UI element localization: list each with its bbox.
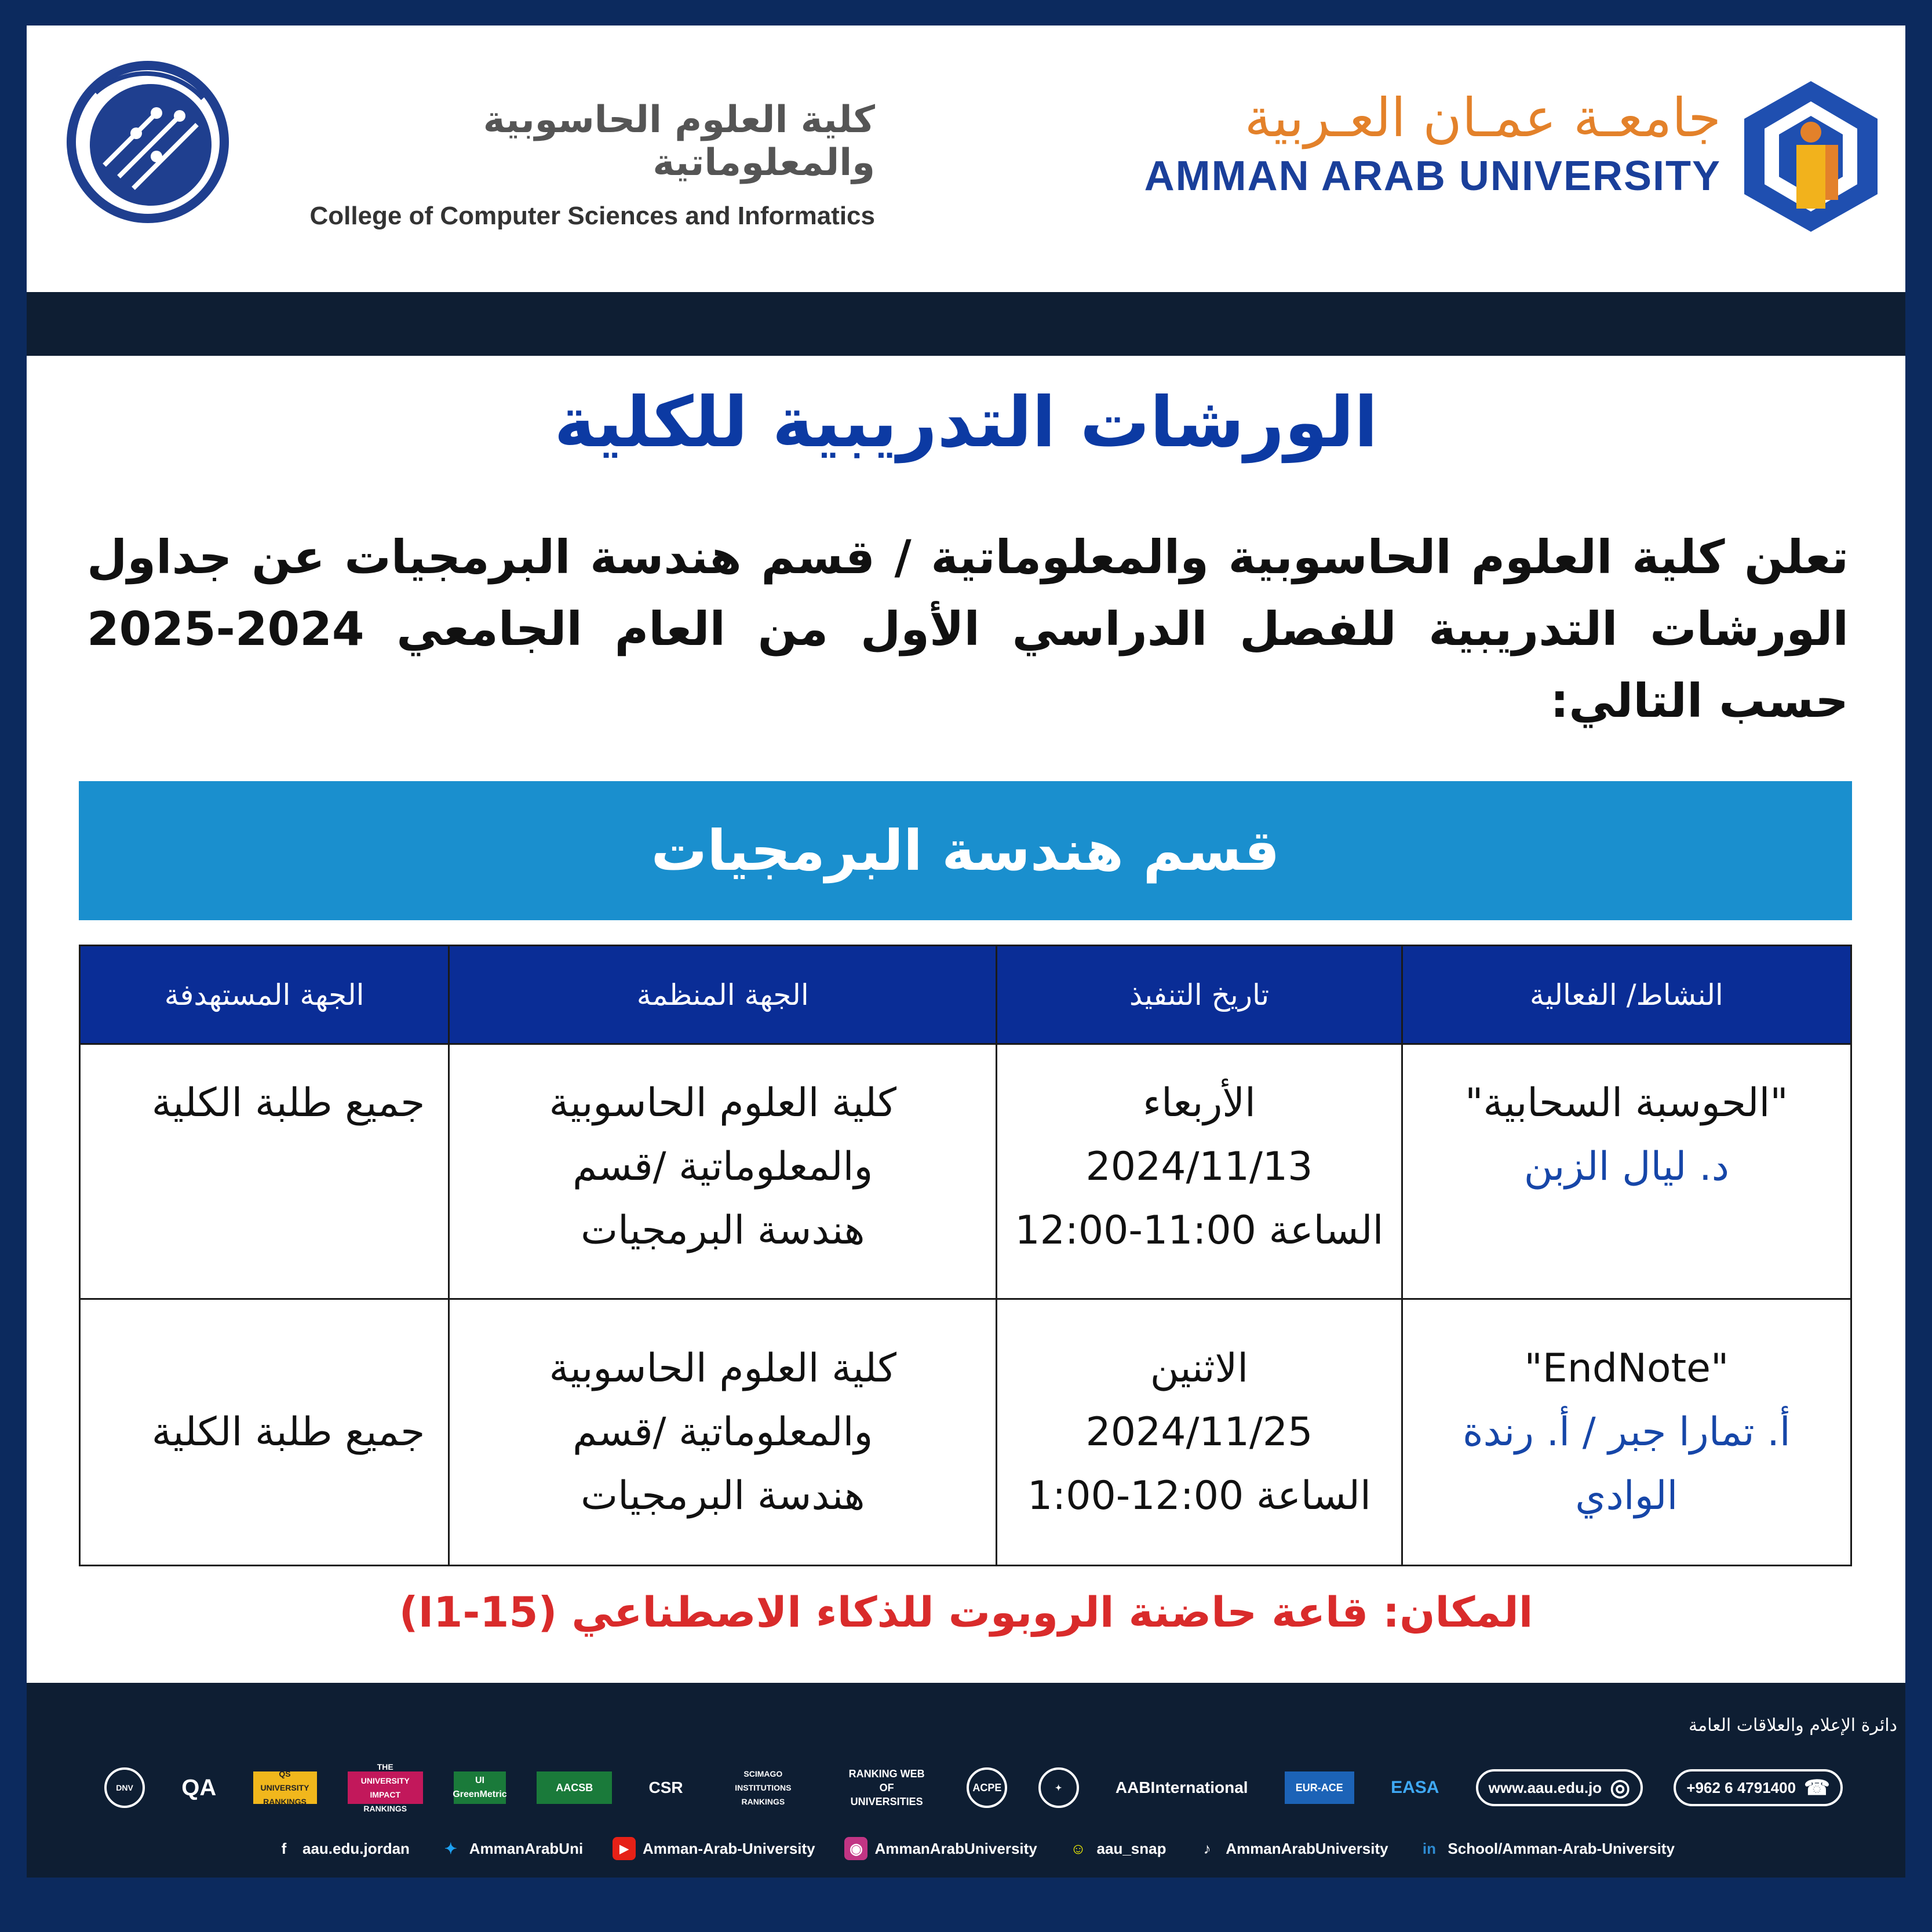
- twitter-handle: AmmanArabUni: [469, 1839, 584, 1857]
- college-logo-icon: [64, 58, 232, 226]
- linkedin-link[interactable]: [1417, 1837, 1675, 1860]
- table-row: [80, 1299, 1851, 1566]
- accreditation-strip: [104, 1762, 1843, 1814]
- activity-cell: [1402, 1299, 1851, 1566]
- target-cell: [80, 1299, 449, 1566]
- date-cell: [997, 1044, 1402, 1299]
- table-row: [80, 1044, 1851, 1299]
- phone-pill[interactable]: [1674, 1769, 1843, 1806]
- activity-cell: [1402, 1044, 1851, 1299]
- aacsb-badge: AACSB: [537, 1771, 612, 1804]
- university-name-en: AMMAN ARAB UNIVERSITY: [1144, 153, 1721, 199]
- the-badge: THE UNIVERSITY IMPACT RANKINGS: [348, 1771, 423, 1804]
- csr-badge: CSR: [648, 1778, 683, 1796]
- activity-title: "الحوسبة السحابية": [1465, 1080, 1788, 1126]
- youtube-icon: ▶: [613, 1837, 636, 1860]
- day: الاثنين: [1150, 1345, 1249, 1391]
- twitter-icon: ✦: [444, 1839, 457, 1857]
- instagram-icon: ◉: [844, 1837, 867, 1860]
- facebook-icon: f: [281, 1839, 287, 1857]
- tiktok-handle: AmmanArabUniversity: [1226, 1839, 1388, 1857]
- workshop-table: [79, 945, 1852, 1566]
- greenmetric-badge: UI GreenMetric: [454, 1771, 506, 1804]
- college-name: [249, 99, 875, 231]
- facebook-handle: aau.edu.jordan: [302, 1839, 410, 1857]
- organizer-line: كلية العلوم الحاسوبية: [549, 1080, 896, 1126]
- youtube-handle: Amman-Arab-University: [643, 1839, 815, 1857]
- website-text: www.aau.edu.jo: [1488, 1778, 1602, 1796]
- target-audience: جميع طلبة الكلية: [151, 1080, 425, 1126]
- instagram-handle: AmmanArabUniversity: [874, 1839, 1037, 1857]
- snapchat-handle: aau_snap: [1096, 1839, 1167, 1857]
- phone-text: +962 6 4791400: [1686, 1778, 1796, 1796]
- activity-title: "EndNote": [1524, 1345, 1729, 1391]
- phone-icon: ☎: [1804, 1776, 1830, 1799]
- university-name-ar: جامعـة عمـان العـربية: [1244, 87, 1721, 149]
- activity-presenter: أ. تمارا جبر / أ. رندة: [1462, 1409, 1791, 1455]
- header-activity: النشاط/ الفعالية: [1402, 946, 1851, 1044]
- header-target: الجهة المستهدفة: [80, 946, 449, 1044]
- time: الساعة 12:00-1:00: [1027, 1472, 1371, 1519]
- venue-text: المكان: قاعة حاضنة الروبوت للذكاء الاصطناعي (I1-15): [399, 1588, 1533, 1636]
- target-cell: [80, 1044, 449, 1299]
- day: الأربعاء: [1143, 1080, 1256, 1126]
- easa-badge: EASA: [1391, 1778, 1439, 1797]
- acpe-badge: ACPE: [967, 1767, 1007, 1808]
- university-logo-icon: [1738, 75, 1883, 238]
- eurace-badge: EUR-ACE: [1285, 1771, 1354, 1804]
- organizer-cell: [449, 1299, 997, 1566]
- facebook-link[interactable]: [272, 1837, 410, 1860]
- department-banner: [79, 781, 1852, 920]
- linkedin-handle: School/Amman-Arab-University: [1448, 1839, 1675, 1857]
- globe-icon: ◎: [1610, 1775, 1631, 1800]
- seal-badge: ✦: [1038, 1767, 1079, 1808]
- university-name: [1136, 87, 1721, 200]
- qa-badge: QA: [181, 1775, 217, 1800]
- table-header-row: [80, 946, 1851, 1044]
- activity-presenter: الوادي: [1575, 1472, 1678, 1519]
- page-title: الورشات التدريبية للكلية: [554, 382, 1378, 463]
- college-name-ar: كلية العلوم الحاسوبية والمعلوماتية: [483, 99, 875, 184]
- organizer-line: كلية العلوم الحاسوبية: [549, 1345, 896, 1391]
- media-department-note: دائرة الإعلام والعلاقات العامة: [1688, 1715, 1897, 1736]
- instagram-link[interactable]: [844, 1837, 1037, 1860]
- college-name-en: College of Computer Sciences and Informatics: [309, 202, 875, 230]
- tiktok-icon: ♪: [1203, 1839, 1211, 1857]
- youtube-link[interactable]: [613, 1837, 815, 1860]
- linkedin-icon: in: [1422, 1839, 1436, 1857]
- snapchat-icon: ☺: [1070, 1839, 1086, 1857]
- date: 2024/11/25: [1085, 1409, 1313, 1455]
- header-band: [27, 292, 1905, 356]
- header-organizer: الجهة المنظمة: [449, 946, 997, 1044]
- webometrics-badge: RANKING WEB OF UNIVERSITIES: [848, 1768, 925, 1807]
- activity-presenter: د. ليال الزبن: [1523, 1144, 1730, 1190]
- dnv-badge: DNV: [104, 1767, 145, 1808]
- date-cell: [997, 1299, 1402, 1566]
- social-links: [272, 1831, 1675, 1866]
- date: 2024/11/13: [1085, 1144, 1313, 1190]
- organizer-line: هندسة البرمجيات: [581, 1472, 865, 1519]
- target-audience: جميع طلبة الكلية: [151, 1409, 425, 1455]
- tiktok-link[interactable]: [1195, 1837, 1388, 1860]
- department-title: قسم هندسة البرمجيات: [651, 818, 1280, 883]
- qs-badge: QS UNIVERSITY RANKINGS: [253, 1771, 317, 1804]
- organizer-line: والمعلوماتية /قسم: [573, 1144, 873, 1190]
- twitter-link[interactable]: [439, 1837, 583, 1860]
- organizer-line: والمعلوماتية /قسم: [573, 1409, 873, 1455]
- time: الساعة 11:00-12:00: [1015, 1208, 1384, 1253]
- snapchat-link[interactable]: [1067, 1837, 1167, 1860]
- aab-badge: AABInternational: [1115, 1778, 1248, 1796]
- scimago-badge: SCIMAGO INSTITUTIONS RANKINGS: [735, 1769, 792, 1806]
- website-pill[interactable]: [1476, 1769, 1643, 1806]
- header-date: تاريخ التنفيذ: [997, 946, 1402, 1044]
- organizer-cell: [449, 1044, 997, 1299]
- intro-paragraph: تعلن كلية العلوم الحاسوبية والمعلوماتية / قسم هندسة البرمجيات عن جداول الورشات التدريبية للفصل الدراسي الأول من العام الجامعي 2024-2025 حسب التالي:: [87, 530, 1849, 728]
- organizer-line: هندسة البرمجيات: [581, 1208, 865, 1253]
